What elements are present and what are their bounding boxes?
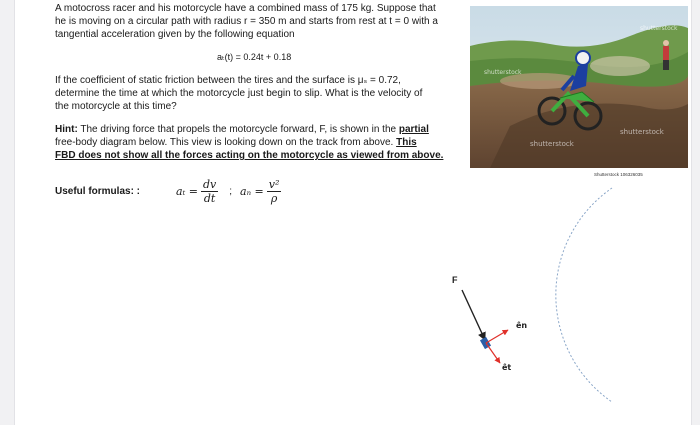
svg-text:shutterstock: shutterstock	[640, 25, 678, 32]
question-text: If the coefficient of static friction between the tires and the surface is μₛ = 0.72, determine the time at which the motorcycle just begin to slip. What is the velocity of the motorcycle at this time?	[55, 75, 423, 112]
tangent-unit-vector	[486, 343, 500, 363]
hint-text: Hint: The driving force that propels the motorcycle forward, F, is shown in the partial free-body diagram below. This view is looking down on the track from above. This FBD does not show all the forces acting on the motorcycle as viewed from above.	[55, 124, 444, 161]
circular-path	[556, 188, 612, 402]
problem-statement	[55, 2, 465, 162]
tangent-unit-label: êt	[502, 363, 512, 372]
free-body-diagram	[440, 180, 695, 425]
normal-unit-label: ên	[516, 321, 528, 330]
force-arrow	[462, 290, 485, 340]
motocross-photo	[470, 6, 688, 168]
photo-credit: Shutterstock 106326035	[594, 172, 643, 177]
fbd-note: FBD does not show all the forces acting on the motorcycle as viewed from above.	[55, 150, 444, 161]
svg-text:shutterstock: shutterstock	[530, 140, 574, 148]
normal-formula: aₙ = $\frac{\text{v²}}{\rho}$	[240, 178, 280, 205]
acceleration-equation: aₜ(t) = 0.24t + 0.18	[217, 52, 292, 62]
force-label: F	[452, 275, 458, 285]
svg-text:shutterstock: shutterstock	[620, 128, 664, 136]
hint-title: Hint:	[55, 124, 78, 135]
normal-unit-vector	[486, 330, 508, 343]
useful-formulas: Useful formulas: : aₜ = $\frac{dv}{dt}$ ; aₙ = $\frac{\text{v²}}{\rho}$	[55, 178, 284, 205]
svg-text:shutterstock: shutterstock	[484, 69, 522, 76]
formulas-label: Useful formulas: :	[55, 186, 141, 197]
left-edge	[0, 0, 15, 425]
intro-text: A motocross racer and his motorcycle have a combined mass of 175 kg. Suppose that he is moving on a circular path with radius r = 350 m and starts from rest at t = 0 with a tangential acceleration given by the following equation	[55, 3, 438, 40]
tangential-formula: aₜ = $\frac{dv}{dt}$	[176, 178, 217, 205]
